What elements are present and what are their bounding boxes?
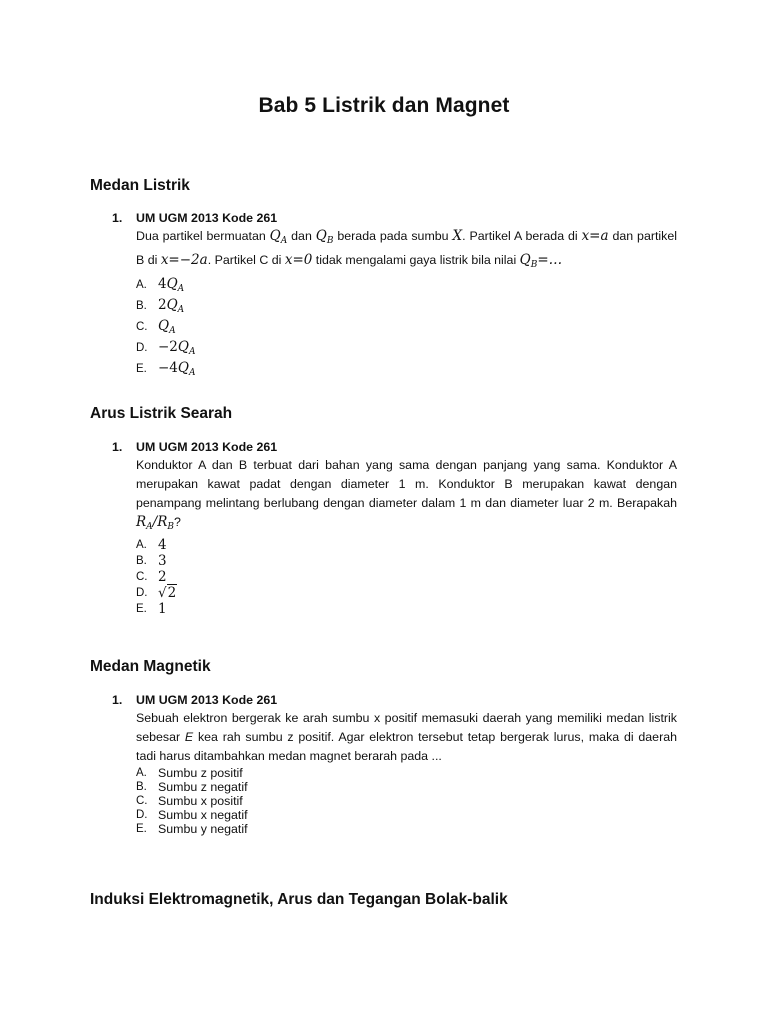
math-x-eq-minus2a: x=−2a [160,252,208,268]
option-c: C. Sumbu x positif [136,794,243,808]
question-arus-listrik [112,437,677,617]
question-text: Sebuah elektron bergerak ke arah sumbu x positif memasuki daerah yang memiliki medan listrik sebesar E kea rah sumbu z positif. Agar elektron tersebut tetap bergerak lurus, maka di daerah tadi harus ditambahkan medan magnet berarah pada ... [136,711,677,763]
question-number: 1. [112,439,123,454]
math-qb-eq: $Q_B=\dots$ [519,252,563,270]
option-e: E. Sumbu y negatif [136,822,248,836]
math-e: E [184,730,194,744]
option-e: E. $-4Q_A$ [136,360,196,378]
section-heading-medan-magnetik: Medan Magnetik [90,658,211,675]
section-heading-arus-listrik-searah: Arus Listrik Searah [90,405,233,422]
math-x-eq-a: x=a [581,228,609,244]
question-text: Dua partikel bermuatan $Q_A$ dan $Q_B$ berada pada sumbu X. Partikel A berada di x=a dan partikel B di x=−2a. Partikel C di x=0 tidak mengalami gaya listrik bila nilai $Q_B=\dots$ [136,228,677,270]
option-b: B. Sumbu z negatif [136,780,248,794]
question-number: 1. [112,210,123,225]
math-qa: $Q_A$ [269,228,288,246]
section-heading-medan-listrik: Medan Listrik [90,177,190,194]
math-x-eq-0: x=0 [284,252,313,268]
question-source: UM UGM 2013 Kode 261 [136,692,278,707]
option-b: B. 3 [136,553,167,569]
option-a: A. $4Q_A$ [136,276,185,294]
question-medan-listrik [112,208,677,378]
question-number: 1. [112,692,123,707]
math-ra-rb: $R_A/R_B$ [136,514,175,532]
question-medan-magnetik [112,690,677,836]
option-d: D. Sumbu x negatif [136,808,248,822]
question-text: Konduktor A dan B terbuat dari bahan yang sama dengan panjang yang sama. Konduktor A merupakan kawat padat dengan diameter 1 m. Konduktor B merupakan kawat dengan penampang melintang berlubang dengan diameter dalam 1 m dan diameter luar 2 m. Berapakah $R_A/R_B$? [136,458,677,532]
option-a: A. Sumbu z positif [136,766,243,780]
section-heading-induksi-elektromagnetik: Induksi Elektromagnetik, Arus dan Tegangan Bolak-balik [90,891,508,908]
option-a: A. 4 [136,537,167,553]
math-x-axis: X [452,228,463,244]
question-source: UM UGM 2013 Kode 261 [136,210,278,225]
question-source: UM UGM 2013 Kode 261 [136,439,278,454]
sqrt-2: √2 [158,585,177,601]
option-c: C. 2 [136,569,167,585]
option-e: E. 1 [136,601,167,617]
math-qb: $Q_B$ [315,228,334,246]
option-c: C. $Q_A$ [136,318,176,336]
option-d: D. $-2Q_A$ [136,339,196,357]
page-title: Bab 5 Listrik dan Magnet [258,94,510,117]
option-d: D. √2 [136,585,177,601]
option-b: B. $2Q_A$ [136,297,185,315]
